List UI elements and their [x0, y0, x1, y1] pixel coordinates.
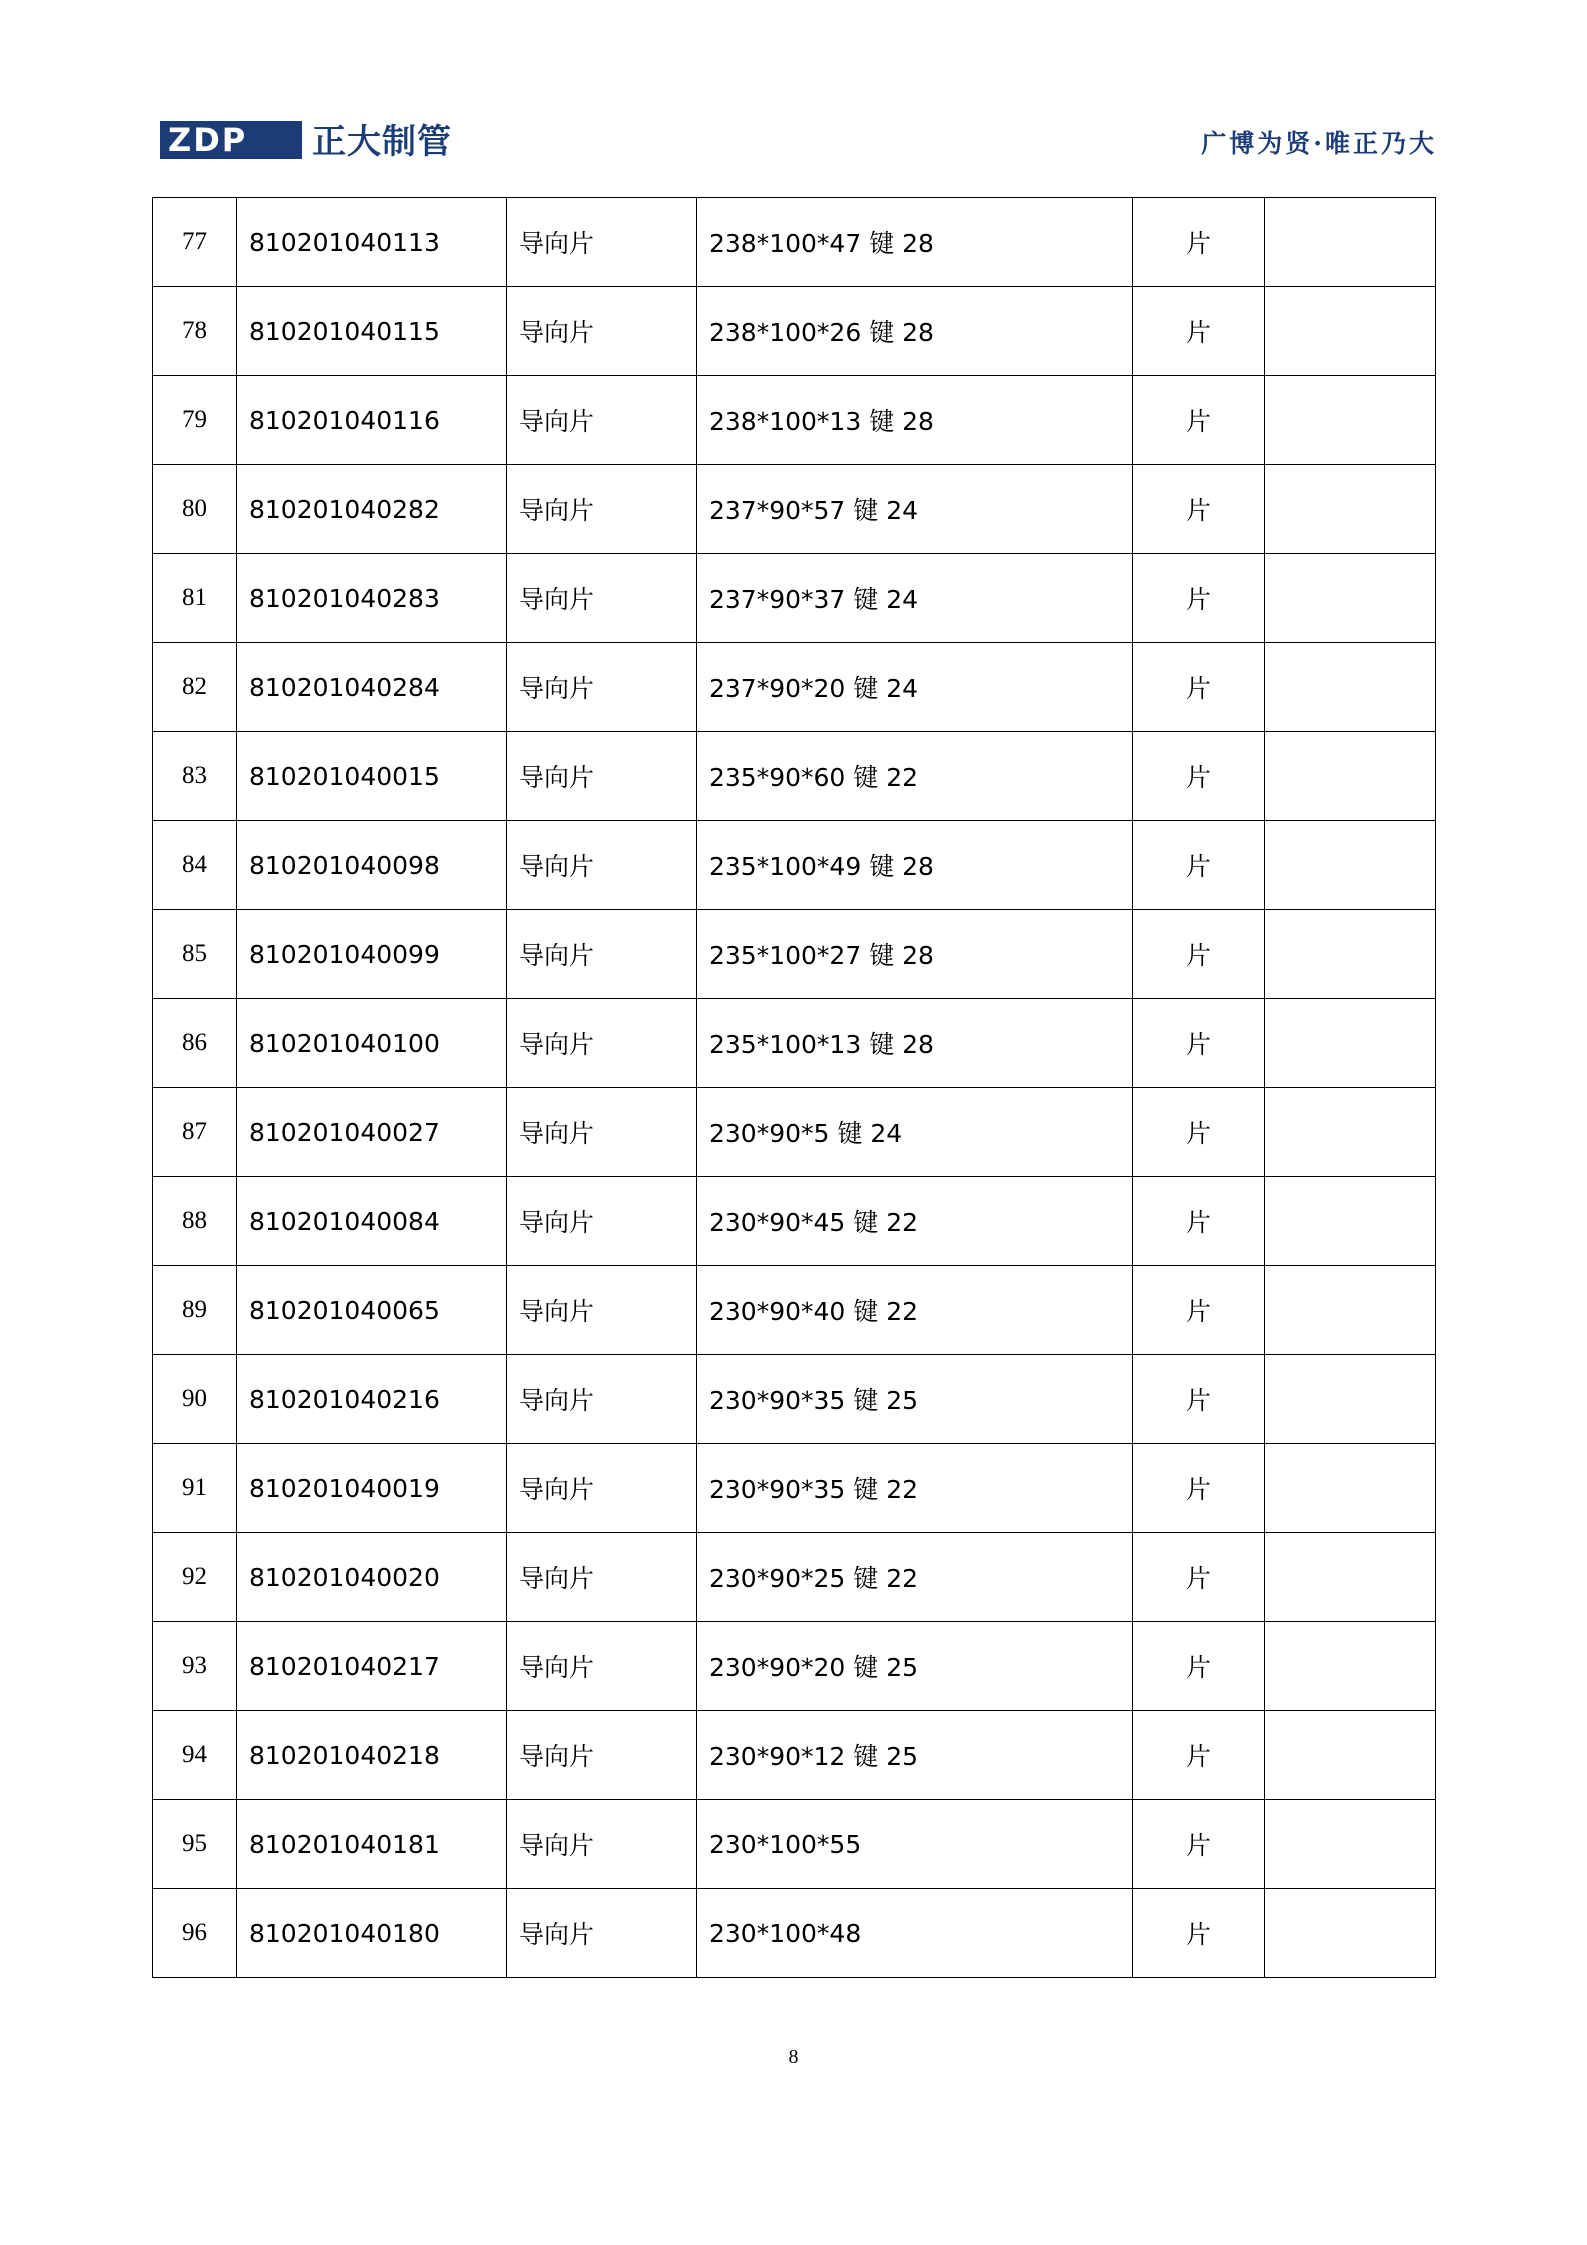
- cell-code: 810201040113: [237, 198, 507, 287]
- cell-code: 810201040100: [237, 999, 507, 1088]
- cell-code: 810201040020: [237, 1533, 507, 1622]
- cell-unit: 片: [1133, 376, 1265, 465]
- cell-spec: 237*90*37 键 24: [697, 554, 1133, 643]
- company-slogan: 广博为贤·唯正乃大: [1201, 129, 1437, 158]
- page-header: [160, 112, 1437, 172]
- cell-unit: 片: [1133, 1355, 1265, 1444]
- table-row: [153, 821, 1436, 910]
- table-row: [153, 1444, 1436, 1533]
- cell-index: 83: [153, 732, 237, 821]
- cell-unit: 片: [1133, 465, 1265, 554]
- cell-name: 导向片: [507, 1444, 697, 1533]
- zdp-logo-icon: [160, 119, 302, 166]
- cell-index: 94: [153, 1711, 237, 1800]
- cell-index: 80: [153, 465, 237, 554]
- cell-name: 导向片: [507, 287, 697, 376]
- cell-spec: 238*100*26 键 28: [697, 287, 1133, 376]
- cell-unit: 片: [1133, 910, 1265, 999]
- cell-name: 导向片: [507, 1177, 697, 1266]
- cell-note: [1265, 1266, 1436, 1355]
- cell-name: 导向片: [507, 1355, 697, 1444]
- cell-index: 90: [153, 1355, 237, 1444]
- cell-unit: 片: [1133, 643, 1265, 732]
- cell-unit: 片: [1133, 999, 1265, 1088]
- cell-code: 810201040217: [237, 1622, 507, 1711]
- cell-code: 810201040283: [237, 554, 507, 643]
- cell-spec: 230*90*35 键 25: [697, 1355, 1133, 1444]
- cell-note: [1265, 1355, 1436, 1444]
- cell-spec: 230*90*45 键 22: [697, 1177, 1133, 1266]
- cell-index: 91: [153, 1444, 237, 1533]
- cell-unit: 片: [1133, 554, 1265, 643]
- cell-name: 导向片: [507, 198, 697, 287]
- materials-table: [152, 197, 1436, 1978]
- cell-note: [1265, 1800, 1436, 1889]
- cell-note: [1265, 1889, 1436, 1978]
- company-name: 正大制管: [312, 122, 452, 162]
- table-row: [153, 999, 1436, 1088]
- cell-name: 导向片: [507, 554, 697, 643]
- svg-text:ZDP: ZDP: [168, 120, 248, 159]
- cell-index: 82: [153, 643, 237, 732]
- cell-code: 810201040284: [237, 643, 507, 732]
- cell-spec: 235*100*13 键 28: [697, 999, 1133, 1088]
- cell-index: 89: [153, 1266, 237, 1355]
- cell-name: 导向片: [507, 376, 697, 465]
- cell-unit: 片: [1133, 1177, 1265, 1266]
- cell-unit: 片: [1133, 1533, 1265, 1622]
- table-row: [153, 554, 1436, 643]
- cell-name: 导向片: [507, 732, 697, 821]
- cell-note: [1265, 1177, 1436, 1266]
- table-row: [153, 198, 1436, 287]
- cell-spec: 230*90*25 键 22: [697, 1533, 1133, 1622]
- table-row: [153, 287, 1436, 376]
- cell-name: 导向片: [507, 1889, 697, 1978]
- cell-note: [1265, 821, 1436, 910]
- cell-note: [1265, 643, 1436, 732]
- cell-index: 92: [153, 1533, 237, 1622]
- table-row: [153, 1533, 1436, 1622]
- cell-spec: 230*100*48: [697, 1889, 1133, 1978]
- table-row: [153, 1266, 1436, 1355]
- cell-spec: 237*90*57 键 24: [697, 465, 1133, 554]
- table-row: [153, 465, 1436, 554]
- cell-spec: 237*90*20 键 24: [697, 643, 1133, 732]
- cell-note: [1265, 287, 1436, 376]
- cell-unit: 片: [1133, 198, 1265, 287]
- cell-spec: 230*90*40 键 22: [697, 1266, 1133, 1355]
- cell-code: 810201040099: [237, 910, 507, 999]
- cell-name: 导向片: [507, 465, 697, 554]
- cell-unit: 片: [1133, 821, 1265, 910]
- cell-note: [1265, 1533, 1436, 1622]
- cell-unit: 片: [1133, 1889, 1265, 1978]
- cell-index: 84: [153, 821, 237, 910]
- cell-name: 导向片: [507, 1266, 697, 1355]
- company-logo: [160, 119, 452, 166]
- cell-code: 810201040218: [237, 1711, 507, 1800]
- cell-spec: 230*90*20 键 25: [697, 1622, 1133, 1711]
- cell-index: 96: [153, 1889, 237, 1978]
- cell-unit: 片: [1133, 1622, 1265, 1711]
- cell-code: 810201040116: [237, 376, 507, 465]
- cell-name: 导向片: [507, 910, 697, 999]
- table-row: [153, 1177, 1436, 1266]
- cell-name: 导向片: [507, 1622, 697, 1711]
- table-row: [153, 1711, 1436, 1800]
- cell-name: 导向片: [507, 1088, 697, 1177]
- cell-note: [1265, 554, 1436, 643]
- cell-spec: 230*90*5 键 24: [697, 1088, 1133, 1177]
- cell-index: 81: [153, 554, 237, 643]
- cell-index: 93: [153, 1622, 237, 1711]
- cell-note: [1265, 1711, 1436, 1800]
- cell-note: [1265, 999, 1436, 1088]
- cell-code: 810201040015: [237, 732, 507, 821]
- cell-note: [1265, 910, 1436, 999]
- cell-index: 77: [153, 198, 237, 287]
- cell-note: [1265, 1444, 1436, 1533]
- page-number: 8: [788, 2046, 799, 2068]
- cell-code: 810201040084: [237, 1177, 507, 1266]
- table-row: [153, 1889, 1436, 1978]
- cell-index: 85: [153, 910, 237, 999]
- cell-note: [1265, 465, 1436, 554]
- cell-index: 79: [153, 376, 237, 465]
- table-body: [153, 198, 1436, 1978]
- cell-spec: 230*90*35 键 22: [697, 1444, 1133, 1533]
- cell-note: [1265, 1088, 1436, 1177]
- cell-code: 810201040282: [237, 465, 507, 554]
- cell-note: [1265, 732, 1436, 821]
- cell-spec: 238*100*13 键 28: [697, 376, 1133, 465]
- cell-spec: 235*100*27 键 28: [697, 910, 1133, 999]
- cell-code: 810201040115: [237, 287, 507, 376]
- table-row: [153, 1622, 1436, 1711]
- cell-index: 78: [153, 287, 237, 376]
- cell-note: [1265, 198, 1436, 287]
- table-row: [153, 732, 1436, 821]
- table-row: [153, 643, 1436, 732]
- cell-spec: 235*90*60 键 22: [697, 732, 1133, 821]
- cell-index: 86: [153, 999, 237, 1088]
- cell-unit: 片: [1133, 1088, 1265, 1177]
- cell-code: 810201040098: [237, 821, 507, 910]
- cell-unit: 片: [1133, 287, 1265, 376]
- cell-spec: 235*100*49 键 28: [697, 821, 1133, 910]
- cell-note: [1265, 1622, 1436, 1711]
- cell-spec: 230*90*12 键 25: [697, 1711, 1133, 1800]
- cell-spec: 230*100*55: [697, 1800, 1133, 1889]
- cell-index: 87: [153, 1088, 237, 1177]
- cell-unit: 片: [1133, 1800, 1265, 1889]
- cell-unit: 片: [1133, 1711, 1265, 1800]
- cell-code: 810201040065: [237, 1266, 507, 1355]
- table-row: [153, 1800, 1436, 1889]
- table-row: [153, 910, 1436, 999]
- cell-note: [1265, 376, 1436, 465]
- cell-name: 导向片: [507, 1533, 697, 1622]
- cell-code: 810201040019: [237, 1444, 507, 1533]
- cell-unit: 片: [1133, 1444, 1265, 1533]
- cell-unit: 片: [1133, 1266, 1265, 1355]
- cell-name: 导向片: [507, 999, 697, 1088]
- cell-code: 810201040180: [237, 1889, 507, 1978]
- cell-name: 导向片: [507, 1711, 697, 1800]
- cell-name: 导向片: [507, 643, 697, 732]
- cell-code: 810201040216: [237, 1355, 507, 1444]
- cell-index: 95: [153, 1800, 237, 1889]
- table-row: [153, 1355, 1436, 1444]
- cell-code: 810201040027: [237, 1088, 507, 1177]
- cell-name: 导向片: [507, 821, 697, 910]
- cell-spec: 238*100*47 键 28: [697, 198, 1133, 287]
- cell-unit: 片: [1133, 732, 1265, 821]
- cell-index: 88: [153, 1177, 237, 1266]
- cell-name: 导向片: [507, 1800, 697, 1889]
- table-row: [153, 376, 1436, 465]
- cell-code: 810201040181: [237, 1800, 507, 1889]
- table-row: [153, 1088, 1436, 1177]
